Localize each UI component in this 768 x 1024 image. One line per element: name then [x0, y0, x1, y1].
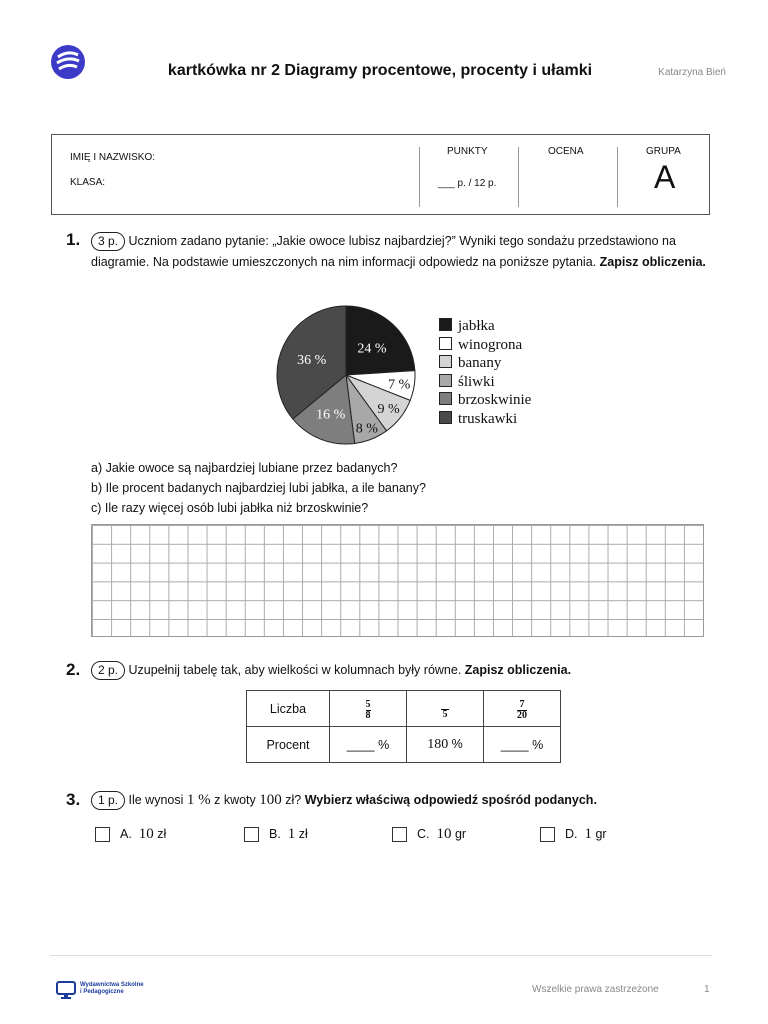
fraction-cell — [484, 691, 561, 727]
question-1-text — [91, 231, 716, 273]
pie-chart — [270, 304, 422, 446]
pie-label-5: 36 % — [297, 352, 327, 368]
percent-cell[interactable]: ____ % — [484, 727, 561, 763]
option-unit: gr — [454, 827, 467, 841]
points-badge: 3 p. — [91, 232, 125, 251]
conversion-table — [246, 690, 561, 763]
checkbox[interactable] — [540, 827, 555, 842]
checkbox[interactable] — [244, 827, 259, 842]
name-label: IMIĘ I NAZWISKO: — [70, 152, 156, 163]
option-unit: zł — [298, 827, 308, 841]
sub-question-b: b) Ile procent badanych najbardziej lubi jabłka, a ile banany? — [91, 481, 426, 495]
answer-option-b[interactable] — [244, 826, 308, 843]
legend-label: winogrona — [458, 336, 523, 353]
question-number: 3. — [66, 790, 81, 809]
legend-entry — [439, 337, 522, 354]
question-1-instruction: Zapisz obliczenia. — [599, 255, 706, 269]
answer-option-a[interactable] — [95, 826, 166, 843]
percent-cell — [407, 727, 484, 763]
pie-label-0: 24 % — [357, 341, 387, 357]
legend-label: brzoskwinie — [458, 392, 532, 409]
pie-label-1: 7 % — [388, 377, 411, 393]
denominator: 8 — [365, 710, 371, 721]
publisher-name — [80, 982, 144, 996]
amount-value: 100 — [259, 792, 282, 808]
points-badge: 2 p. — [91, 661, 125, 680]
page-number: 1 — [704, 984, 710, 995]
numerator: 7 — [519, 699, 525, 710]
fraction — [441, 709, 449, 720]
legend-label: śliwki — [458, 373, 495, 390]
checkbox[interactable] — [95, 827, 110, 842]
answer-option-d[interactable] — [540, 826, 607, 843]
student-info-box — [51, 134, 710, 215]
group-value: A — [654, 159, 676, 195]
points-label: PUNKTY — [447, 146, 488, 157]
fraction-cell — [330, 691, 407, 727]
fraction-cell[interactable] — [407, 691, 484, 727]
divider — [518, 147, 519, 207]
row-label: Procent — [247, 727, 330, 763]
option-letter: B. — [269, 827, 281, 841]
divider — [419, 147, 420, 207]
question-number: 2. — [66, 660, 81, 679]
option-value: 10 — [436, 826, 452, 842]
legend-entry — [439, 392, 531, 409]
legend-label: banany — [458, 355, 502, 372]
pie-label-4: 16 % — [316, 407, 346, 423]
points-badge: 1 p. — [91, 791, 125, 810]
legend-entry — [439, 355, 501, 372]
legend-swatch — [439, 355, 452, 368]
legend-swatch — [439, 374, 452, 387]
question-number: 1. — [66, 230, 81, 249]
option-value: 1 — [584, 826, 592, 842]
question-3-text-a: Ile wynosi — [128, 793, 184, 807]
legend-swatch — [439, 411, 452, 424]
question-3-instruction: Wybierz właściwą odpowiedź spośród podanych. — [304, 793, 597, 807]
page-title: kartkówka nr 2 Diagramy procentowe, procenty i ułamki — [167, 62, 593, 79]
option-value: 10 — [138, 826, 154, 842]
legend-label: truskawki — [458, 411, 518, 427]
class-label: KLASA: — [70, 177, 106, 188]
option-letter: D. — [565, 827, 578, 841]
checkbox[interactable] — [392, 827, 407, 842]
fraction — [366, 700, 371, 721]
question-2-instruction: Zapisz obliczenia. — [464, 663, 572, 677]
answer-option-c[interactable] — [392, 826, 466, 843]
percent-value: 1 % — [186, 792, 211, 808]
percent-unit: % — [451, 736, 463, 751]
fraction — [517, 700, 527, 721]
monitor-icon — [56, 981, 76, 999]
row-label: Liczba — [247, 691, 330, 727]
numerator: 5 — [365, 699, 371, 710]
divider — [617, 147, 618, 207]
rights-text: Wszelkie prawa zastrzeżone — [532, 984, 659, 995]
sub-question-c: c) Ile razy więcej osób lubi jabłka niż brzoskwinie? — [91, 501, 369, 515]
group-label: GRUPA — [646, 146, 681, 157]
option-unit: zł — [157, 827, 167, 841]
legend-entry — [439, 411, 517, 428]
question-3-text — [91, 790, 716, 811]
question-2-text — [91, 660, 716, 681]
legend-entry — [439, 374, 495, 391]
grade-label: OCENA — [548, 146, 584, 157]
legend-swatch — [439, 392, 452, 405]
question-3-text-c: zł? — [285, 793, 302, 807]
sub-question-a: a) Jakie owoce są najbardziej lubiane przez badanych? — [91, 461, 398, 475]
denominator: 5 — [442, 708, 448, 720]
pie-label-2: 9 % — [377, 401, 400, 417]
legend-swatch — [439, 337, 452, 350]
legend-swatch — [439, 318, 452, 331]
option-value: 1 — [287, 826, 296, 842]
percent-number: 180 — [427, 736, 449, 752]
denominator: 20 — [517, 710, 527, 721]
legend-entry — [439, 318, 495, 335]
option-unit: gr — [595, 827, 607, 841]
question-1-body: Uczniom zadano pytanie: „Jakie owoce lubisz najbardziej?” Wyniki tego sondażu przedstawiono na diagramie. Na podstawie umieszczonych na nim informacji odpowiedz na poniższe pytania. — [91, 234, 676, 269]
question-3-text-b: z kwoty — [214, 793, 256, 807]
footer-divider — [50, 955, 712, 956]
author-name: Katarzyna Bień — [658, 67, 726, 78]
points-value: ___ p. / 12 p. — [438, 178, 497, 189]
pie-label-3: 8 % — [355, 421, 378, 437]
publisher-line: i Pedagogiczne — [80, 989, 124, 995]
question-2-body: Uzupełnij tabelę tak, aby wielkości w kolumnach były równe. — [128, 663, 462, 677]
answer-grid[interactable] — [91, 524, 704, 637]
publisher-line: Wydawnictwa Szkolne — [80, 982, 144, 988]
brand-logo — [50, 44, 86, 80]
percent-cell[interactable]: ____ % — [330, 727, 407, 763]
legend-label: jabłka — [458, 318, 495, 334]
option-letter: A. — [120, 827, 132, 841]
option-letter: C. — [417, 827, 430, 841]
